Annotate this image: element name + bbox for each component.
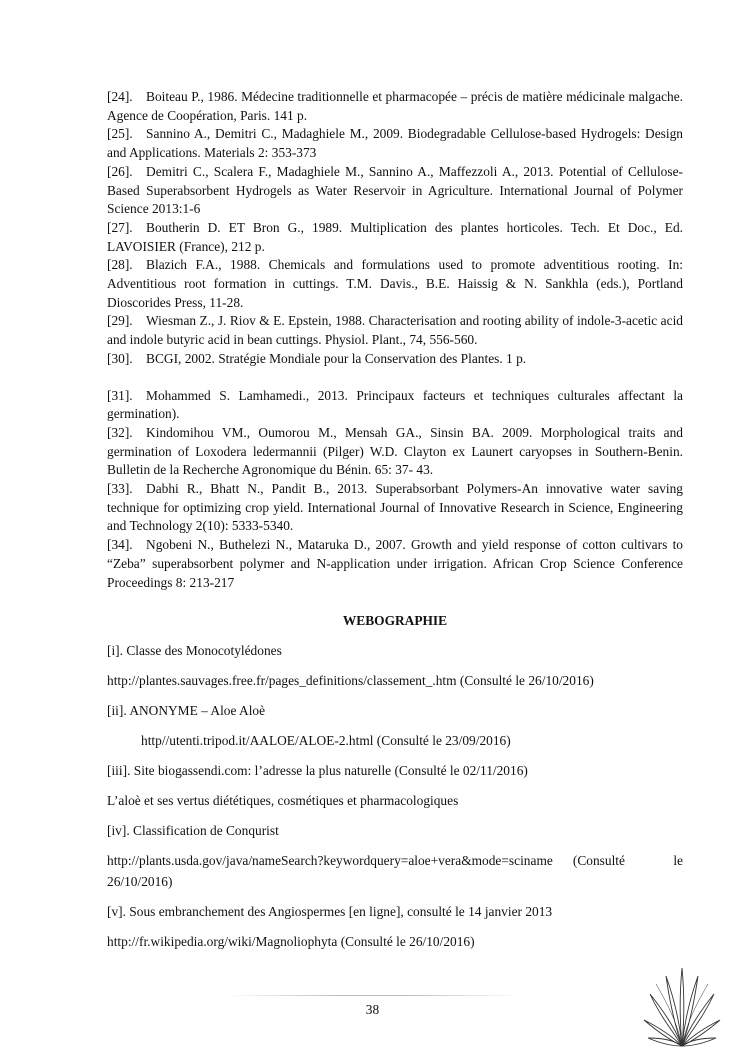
reference-item: [24]. Boiteau P., 1986. Médecine traditionnelle et pharmacopée – précis de matière médicinale malgache. Agence de Coopération, Paris. 141 p. [107,89,683,123]
webography-heading: WEBOGRAPHIE [342,613,448,629]
webography-link: http://fr.wikipedia.org/wiki/Magnoliophyta (Consulté le 26/10/2016) [107,934,475,950]
webography-entry: [iii]. Site biogassendi.com: l’adresse la plus naturelle (Consulté le 02/11/2016) [107,762,528,778]
footer-divider [225,995,520,996]
webography-entry: [ii]. ANONYME – Aloe Aloè [107,702,266,718]
webography-list [107,640,683,953]
page-number: 38 [365,1002,380,1017]
page-content [107,88,683,953]
webography-entry: [v]. Sous embranchement des Angiospermes [en ligne], consulté le 14 janvier 2013 [107,904,553,920]
reference-item: [34]. Ngobeni N., Buthelezi N., Mataruka D., 2007. Growth and yield response of cotton cultivars to “Zeba” superabsorbent polymer and N-application under irrigation. African Crop Science Conference Proceedings 8: 213-217 [107,537,683,590]
reference-item: [32]. Kindomihou VM., Oumorou M., Mensah GA., Sinsin BA. 2009. Morphological traits and germination of Loxodera ledermannii (Pilger) W.D. Clayton ex Launert caryopses in Southern-Benin. Bulletin de la Recherche Agronomique du Bénin. 65: 37- 43. [107,424,683,478]
reference-item: [29]. Wiesman Z., J. Riov & E. Epstein, 1988. Characterisation and rooting ability of indole-3-acetic acid and indole butyric acid in bean cuttings. Physiol. Plant., 74, 556-560. [107,313,683,348]
reference-list [107,88,683,592]
reference-item: [27]. Boutherin D. ET Bron G., 1989. Multiplication des plantes horticoles. Tech. Et Doc., Ed. LAVOISIER (France), 212 p. [107,219,683,254]
reference-item: [30]. BCGI, 2002. Stratégie Mondiale pour la Conservation des Plantes. 1 p. [107,350,527,366]
reference-item: [28]. Blazich F.A., 1988. Chemicals and formulations used to promote adventitious rooting. In: Adventitious root formation in cuttings. T.M. Davis., B.E. Haissig & N. Sankhla (eds.), Portland Dioscorides Press, 11-28. [107,257,683,310]
reference-item: [33]. Dabhi R., Bhatt N., Pandit B., 2013. Superabsorbant Polymers-An innovative water saving technique for optimizing crop yield. International Journal of Innovative Research in Science, Engineering and Technology 2(10): 5333-5340. [107,481,683,534]
spacer [107,369,683,387]
webography-link: http://plantes.sauvages.free.fr/pages_definitions/classement_.htm (Consulté le 26/10/2016) [107,672,594,688]
webography-entry: [iv]. Classification de Conqurist [107,822,279,838]
reference-item: [25]. Sannino A., Demitri C., Madaghiele M., 2009. Biodegradable Cellulose-based Hydrogels: Design and Applications. Materials 2: 353-373 [107,126,683,161]
aloe-plant-icon [642,964,722,1048]
webography-link: http//utenti.tripod.it/AALOE/ALOE-2.html (Consulté le 23/09/2016) [141,732,511,748]
webography-entry: L’aloè et ses vertus diététiques, cosmétiques et pharmacologiques [107,792,459,808]
reference-item: [31]. Mohammed S. Lamhamedi., 2013. Principaux facteurs et techniques culturales affectant la germination). [107,387,683,422]
reference-item: [26]. Demitri C., Scalera F., Madaghiele M., Sannino A., Maffezzoli A., 2013. Potential of Cellulose-Based Superabsorbent Hydrogels as Water Reservoir in Agriculture. International Journal of Polymer Science 2013:1-6 [107,163,683,217]
webography-entry: [i]. Classe des Monocotylédones [107,642,282,658]
webography-link: http://plants.usda.gov/java/nameSearch?keywordquery=aloe+vera&mode=sciname (Consulté le 26/10/2016) [107,852,683,890]
